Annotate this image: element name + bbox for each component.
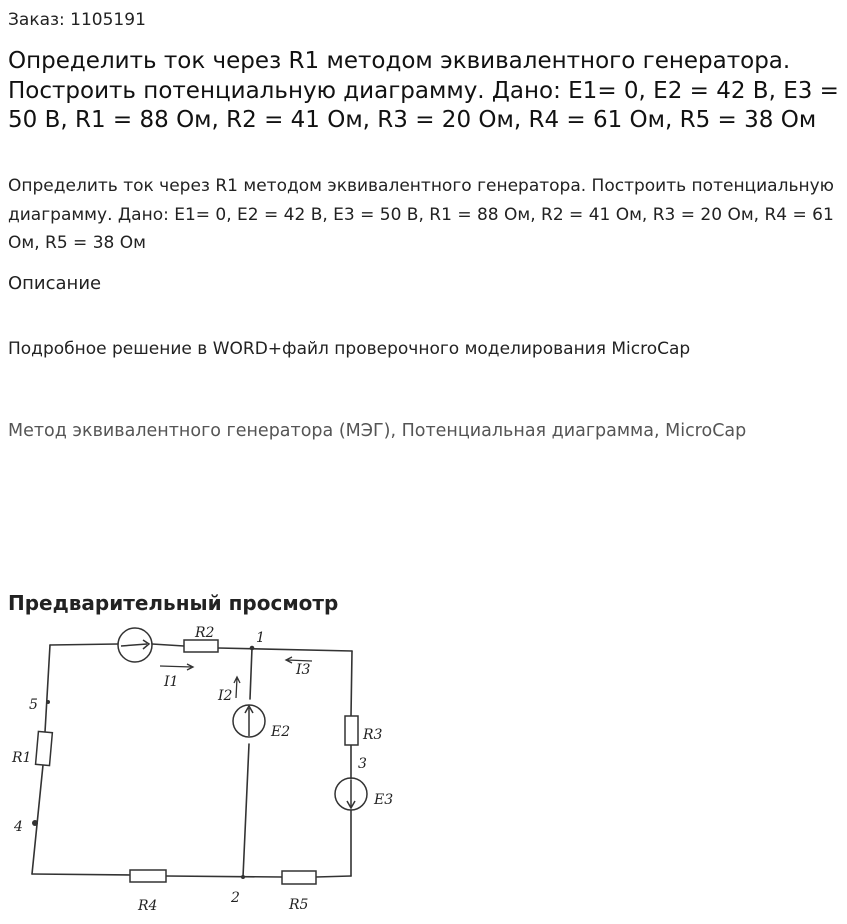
label-i3: I3 [296,662,311,678]
i2-arrow [234,677,240,698]
order-number: Заказ: 1105191 [8,10,146,30]
preview-heading: Предварительный просмотр [8,591,339,615]
circuit-preview-image [0,626,410,924]
tags-text: Метод эквивалентного генератора (МЭГ), Потенциальная диаграмма, MicroCap [8,421,747,441]
label-i1: I1 [164,674,179,690]
label-node4: 4 [14,819,23,835]
r5-resistor [282,871,316,884]
node-2-dot [241,875,245,879]
node-5-dot [46,700,50,704]
node-4-dot [32,820,38,826]
label-r5: R5 [289,897,309,913]
right-wire [351,651,352,876]
label-r4: R4 [138,898,158,914]
r3-resistor [345,716,358,745]
e2-source [233,705,265,737]
i1-arrow [160,664,193,670]
r4-resistor [130,870,166,882]
label-r3: R3 [363,727,383,743]
label-r2: R2 [195,626,215,641]
label-node2: 2 [231,890,240,906]
solution-text: Подробное решение в WORD+файл проверочного моделирования MicroCap [8,339,691,359]
task-description: Определить ток через R1 методом эквивалентного генератора. Построить потенциальную диаграмму. Дано: E1= 0, E2 = 42 В, E3 = 50 В, R1 = 88 Ом, R2 = 41 Ом, R3 = 20 Ом, R4 = 61 Ом, R5 = 38 Ом [8,176,834,253]
label-r1: R1 [12,750,32,766]
label-i2: I2 [218,688,233,704]
node-1-dot [250,646,255,651]
middle-wire [243,648,252,877]
task-title: Определить ток через R1 методом эквивалентного генератора. Построить потенциальную диаграмму. Дано: E1= 0, E2 = 42 В, E3 = 50 В, R1 = 88 Ом, R2 = 41 Ом, R3 = 20 Ом, R4 = 61 Ом, R5 = 38 Ом [8,48,839,133]
e3-source [335,778,367,810]
label-node5: 5 [29,697,38,713]
label-e2: E2 [271,724,291,740]
description-heading: Описание [8,273,102,294]
label-node1: 1 [256,630,265,646]
r2-resistor [184,640,218,652]
label-e3: E3 [374,792,394,808]
r1-resistor [36,731,53,765]
e1-source [118,628,152,662]
label-node3: 3 [358,756,367,772]
